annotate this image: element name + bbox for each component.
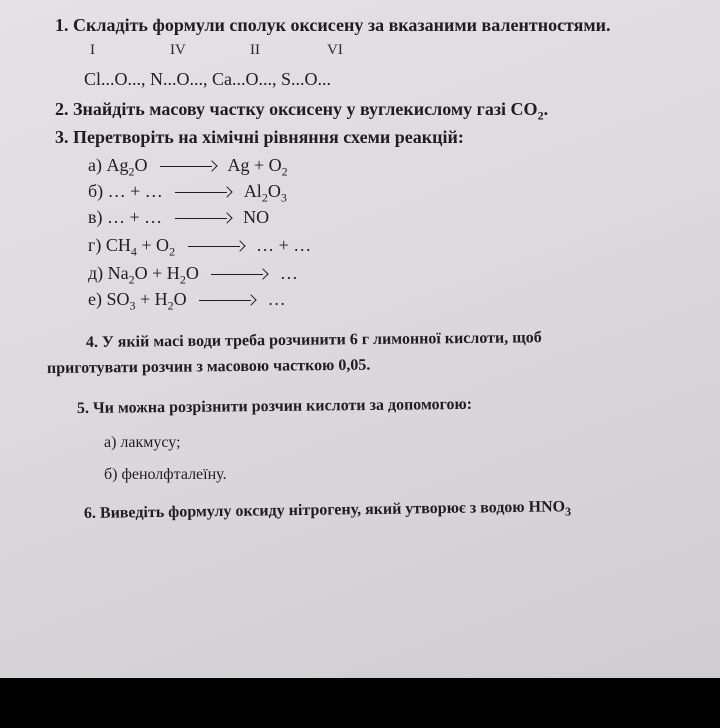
reaction-reactants-tail: + H [135,289,168,309]
reaction-reactants: … + … [107,181,163,201]
reaction-products: NO [243,207,270,227]
subscript: 2 [128,164,135,179]
question-5-option-b: б) фенолфталеїну. [104,466,227,483]
subscript: 3 [280,190,287,205]
reaction-arrow [175,214,231,224]
reaction-label: д) [88,263,104,283]
dark-background-strip [0,678,720,728]
question-3 [55,126,464,148]
valence-4: VI [327,42,343,58]
question-1-text: Складіть формули сполук оксисену за вказаними валентностями. [73,15,611,35]
reaction-label: б) [88,181,104,201]
valence-3: II [250,42,260,58]
subscript: 2 [281,164,288,179]
question-2-subscript: 2 [537,108,544,123]
reaction-arrow [199,296,255,306]
reaction-v [88,206,269,228]
reaction-arrow [160,162,216,172]
reaction-g [88,234,311,263]
question-2 [55,98,548,127]
question-5-option-a: а) лакмусу; [104,434,181,451]
subscript: 2 [128,272,135,287]
reaction-products: … [279,263,298,283]
reaction-reactants: SO [106,289,130,309]
reaction-reactants-tail: O + H [134,263,180,283]
reaction-products: Al [243,181,262,201]
reaction-e [88,288,286,317]
reaction-reactants: CH [105,235,131,255]
reaction-reactants-tail: O [185,263,199,283]
valence-1: I [90,42,95,58]
reaction-products: … + … [256,235,312,255]
reaction-reactants: … + … [107,207,163,227]
question-4-text: У якій масі води треба розчинити 6 г лимонної кислоти, щоб [101,329,542,351]
reaction-products: … [267,289,286,309]
question-5 [77,394,472,420]
question-6-number: 6. [83,504,97,522]
question-2-number: 2. [55,99,69,119]
reaction-arrow [211,270,267,280]
question-6 [84,496,571,529]
question-6-subscript: 3 [565,504,572,519]
question-4-continuation: приготувати розчин з масовою часткою 0,05. [46,356,371,377]
question-5-number: 5. [76,399,90,417]
subscript: 2 [179,272,186,287]
question-4-number: 4. [85,333,99,351]
subscript: 2 [169,244,176,259]
question-2-text: Знайдіть масову частку оксисену у вуглекислому газі CO [73,99,538,119]
reaction-arrow [175,188,231,198]
reaction-a [88,154,288,183]
subscript: 2 [167,298,174,313]
question-2-end: . [543,99,549,119]
reaction-b [88,180,287,209]
reaction-label: а) [88,155,102,175]
question-3-text: Перетворіть на хімічні рівняння схеми реакцій: [73,127,464,147]
reaction-products-tail: O [267,181,281,201]
reaction-reactants-tail: O [173,289,187,309]
reaction-reactants: Ag [106,155,129,175]
question-1-number: 1. [55,15,69,35]
reaction-reactants: Na [107,263,129,283]
subscript: 4 [130,244,137,259]
question-6-text: Виведіть формулу оксиду нітрогену, який утворює з водою HNO [99,498,566,522]
reaction-label: е) [88,289,102,309]
reaction-reactants-tail: + O [136,235,170,255]
reaction-products: Ag + O [227,155,282,175]
reaction-label: г) [88,235,102,255]
reaction-arrow [188,242,244,252]
subscript: 2 [261,190,268,205]
question-3-number: 3. [55,127,69,147]
reaction-reactants-tail: O [134,155,148,175]
reaction-label: в) [88,207,103,227]
question-1 [55,14,611,36]
question-1-formulas: Cl...O..., N...O..., Ca...O..., S...O... [84,69,332,89]
question-4 [86,327,542,354]
question-5-text: Чи можна розрізнити розчин кислоти за допомогою: [92,395,473,417]
valence-2: IV [170,42,186,58]
reaction-d [88,262,298,291]
subscript: 3 [129,298,136,313]
